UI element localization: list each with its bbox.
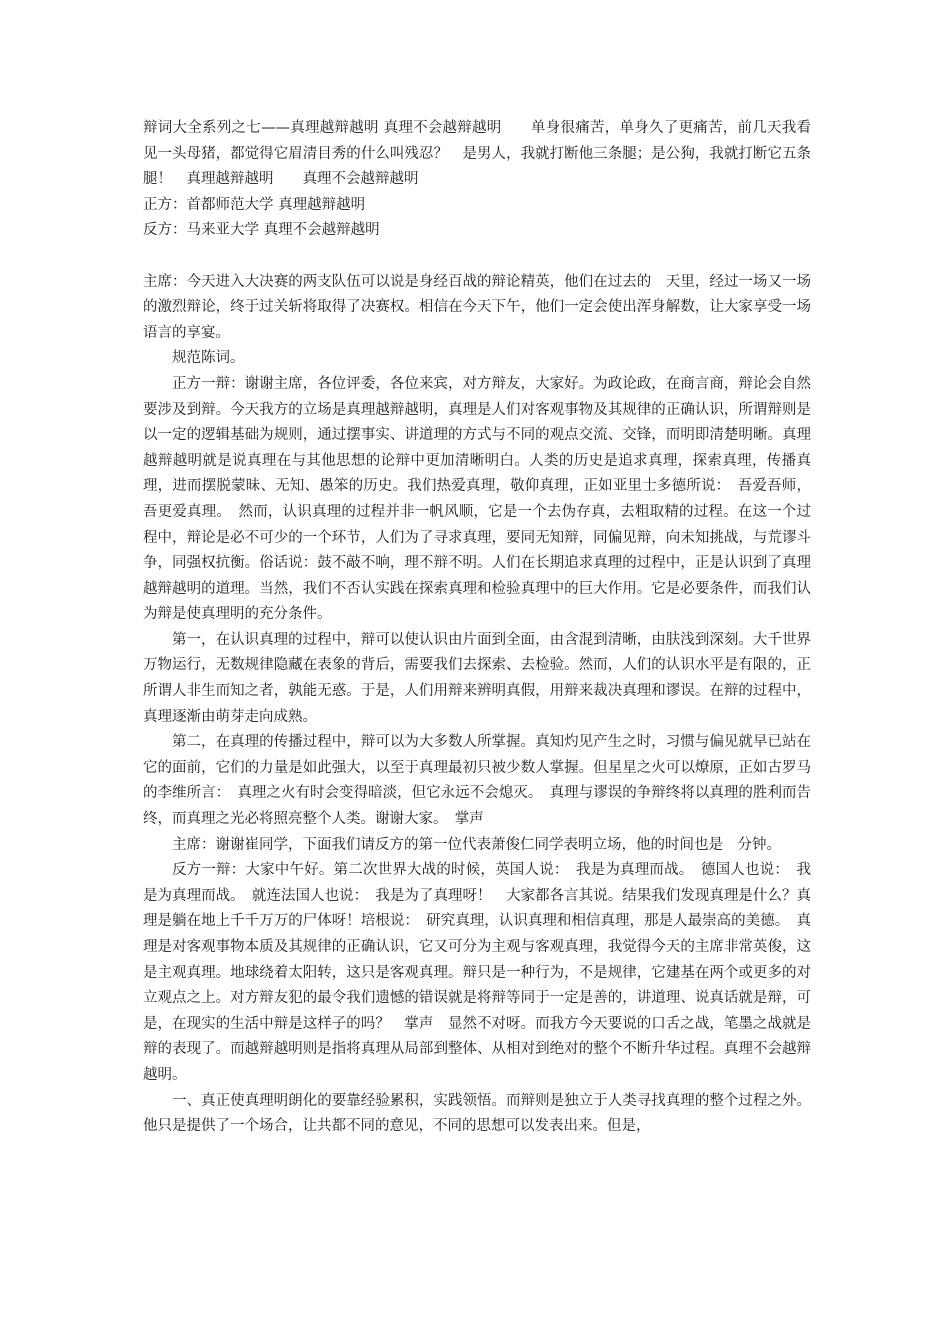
con-first-debater-paragraph-1: 反方一辩：大家中午好。第二次世界大战的时候，英国人说： 我是为真理而战。 德国人也说： 我是为真理而战。 就连法国人也说： 我是为了真理呀！ 大家都各言其说。结果我们发现真理是什么？真理是躺在地上千千万万的尸体呀！培根说： 研究真理，认识真理和相信真理，那是人最崇高的美德。 真理是对客观事物本质及其规律的正确认识，它又可分为主观与客观真理，我觉得今天的主席非常英俊，这是主观真理。地球绕着太阳转，这只是客观真理。辩只是一种行为，不是规律，它建基在两个或更多的对立观点之上。对方辩友犯的最令我们遗憾的错误就是将辩等同于一定是善的，讲道理、说真话就是辩，可是，在现实的生活中辩是这样子的吗？ 掌声 显然不对呀。而我方今天要说的口舌之战，笔墨之战就是辩的表现了。而越辩越明则是指将真理从局部到整体、从相对到绝对的整个不断升华过程。真理不会越辩越明。: [143, 862, 811, 1083]
section-label: 规范陈词。: [172, 350, 245, 367]
pro-first-debater-paragraph-3: 第二，在真理的传播过程中，辩可以为大多数人所掌握。真知灼见产生之时，习惯与偏见就早已站在它的面前，它们的力量是如此强大，以至于真理最初只被少数人掌握。但星星之火可以燎原，正如古罗马的李维所言： 真理之火有时会变得暗淡，但它永远不会熄灭。 真理与谬误的争辩终将以真理的胜利而告终，而真理之光必将照亮整个人类。谢谢大家。 掌声: [143, 734, 811, 828]
chair-opening-paragraph: 主席：今天进入大决赛的两支队伍可以说是身经百战的辩论精英，他们在过去的 天里，经过一场又一场的激烈辩论，终于过关斩将取得了决赛权。相信在今天下午，他们一定会使出浑身解数，让大家享受一场语言的享宴。: [143, 273, 811, 341]
pro-first-debater-paragraph-2: 第一，在认识真理的过程中，辩可以使认识由片面到全面，由含混到清晰，由肤浅到深刻。大千世界万物运行，无数规律隐藏在表象的背后，需要我们去探索、去检验。然而，人们的认识水平是有限的，正所谓人非生而知之者，孰能无惑。于是，人们用辩来辨明真假，用辩来裁决真理和谬误。在辩的过程中，真理逐渐由萌芽走向成熟。: [143, 631, 811, 725]
con-first-debater-paragraph-2: 一、真正使真理明朗化的要靠经验累积，实践领悟。而辩则是独立于人类寻找真理的整个过程之外。他只是提供了一个场合，让共都不同的意见，不同的思想可以发表出来。但是，: [143, 1092, 811, 1135]
intro-paragraph: 辩词大全系列之七——真理越辩越明 真理不会越辩越明 单身很痛苦，单身久了更痛苦，前几天我看见一头母猪，都觉得它眉清目秀的什么叫残忍？ 是男人，我就打断他三条腿；是公狗，我就打断它五条腿！ 真理越辩越明 真理不会越辩越明: [143, 120, 811, 188]
blank-line: [143, 244, 811, 270]
side-con: 反方：马来亚大学 真理不会越辩越明: [143, 222, 380, 239]
document-body: [143, 116, 811, 1140]
pro-first-debater-paragraph-1: 正方一辩：谢谢主席，各位评委，各位来宾，对方辩友，大家好。为政论政，在商言商，辩论会自然要涉及到辩。今天我方的立场是真理越辩越明，真理是人们对客观事物及其规律的正确认识，所谓辩则是以一定的逻辑基础为规则，通过摆事实、讲道理的方式与不同的观点交流、交锋，而明即清楚明晰。真理越辩越明就是说真理在与其他思想的论辩中更加清晰明白。人类的历史是追求真理，探索真理，传播真理，进而摆脱蒙昧、无知、愚笨的历史。我们热爱真理，敬仰真理，正如亚里士多德所说： 吾爱吾师，吾更爱真理。 然而，认识真理的过程并非一帆风顺，它是一个去伪存真，去粗取精的过程。在这一个过程中，辩论是必不可少的一个环节，人们为了寻求真理，要同无知辩，同偏见辩，向未知挑战，与荒谬斗争，同强权抗衡。俗话说：鼓不敲不响，理不辩不明。人们在长期追求真理的过程中，正是认识到了真理越辩越明的道理。当然，我们不否认实践在探索真理和检验真理中的巨大作用。它是必要条件，而我们认为辩是使真理明的充分条件。: [143, 375, 811, 623]
chair-second-paragraph: 主席：谢谢崔同学，下面我们请反方的第一位代表萧俊仁同学表明立场，他的时间也是 分钟。: [172, 836, 781, 853]
side-pro: 正方：首都师范大学 真理越辩越明: [143, 196, 366, 213]
